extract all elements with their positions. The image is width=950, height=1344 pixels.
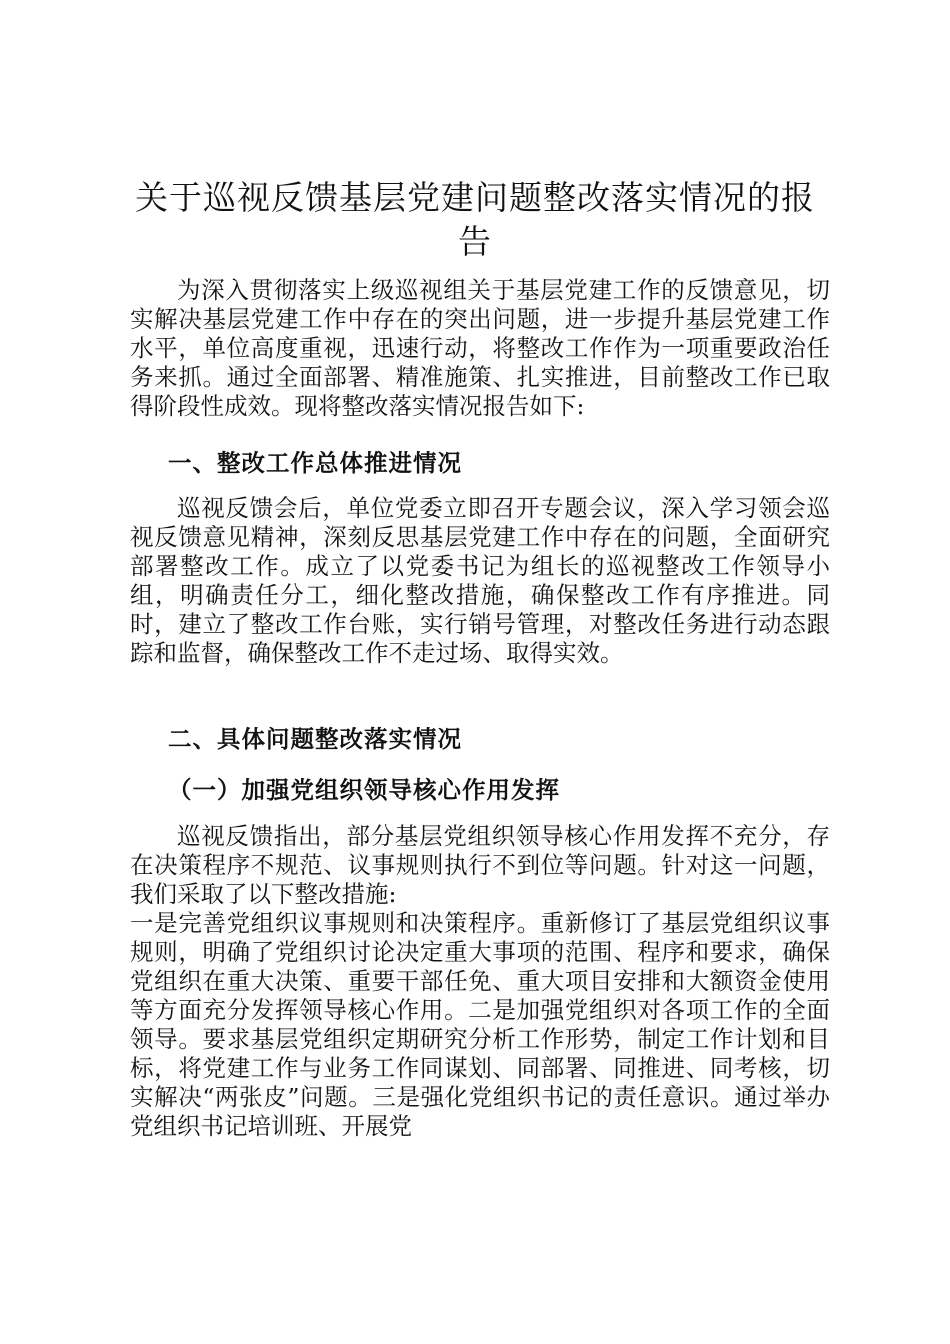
document-title-line2: 告 bbox=[458, 222, 492, 261]
subsection1-heading: （一）加强党组织领导核心作用发挥 bbox=[168, 776, 560, 804]
section1-heading: 一、整改工作总体推进情况 bbox=[168, 449, 462, 477]
subsection1-measures-paragraph: 一是完善党组织议事规则和决策程序。重新修订了基层党组织议事规则，明确了党组织讨论决定重大事项的范围、程序和要求，确保党组织在重大决策、重要干部任免、重大项目安排和大额资金使用等方面充分发挥领导核心作用。二是加强党组织对各项工作的全面领导。要求基层党组织定期研究分析工作形势，制定工作计划和目标，将党建工作与业务工作同谋划、同部署、同推进、同考核，切实解决“两张皮”问题。三是强化党组织书记的责任意识。通过举办党组织书记培训班、开展党 bbox=[130, 909, 830, 1140]
section1-paragraph: 巡视反馈会后，单位党委立即召开专题会议，深入学习领会巡视反馈意见精神，深刻反思基层党建工作中存在的问题，全面研究部署整改工作。成立了以党委书记为组长的巡视整改工作领导小组，明确责任分工，细化整改措施，确保整改工作有序推进。同时，建立了整改工作台账，实行销号管理，对整改任务进行动态跟踪和监督，确保整改工作不走过场、取得实效。 bbox=[130, 494, 830, 667]
document-title-line1: 关于巡视反馈基层党建问题整改落实情况的报 bbox=[135, 178, 815, 217]
section2-heading: 二、具体问题整改落实情况 bbox=[168, 725, 462, 753]
intro-paragraph: 为深入贯彻落实上级巡视组关于基层党建工作的反馈意见，切实解决基层党建工作中存在的突出问题，进一步提升基层党建工作水平，单位高度重视，迅速行动，将整改工作作为一项重要政治任务来抓。通过全面部署、精准施策、扎实推进，目前整改工作已取得阶段性成效。现将整改落实情况报告如下: bbox=[130, 276, 830, 420]
subsection1-paragraph: 巡视反馈指出，部分基层党组织领导核心作用发挥不充分，存在决策程序不规范、议事规则执行不到位等问题。针对这一问题，我们采取了以下整改措施: bbox=[130, 822, 830, 908]
